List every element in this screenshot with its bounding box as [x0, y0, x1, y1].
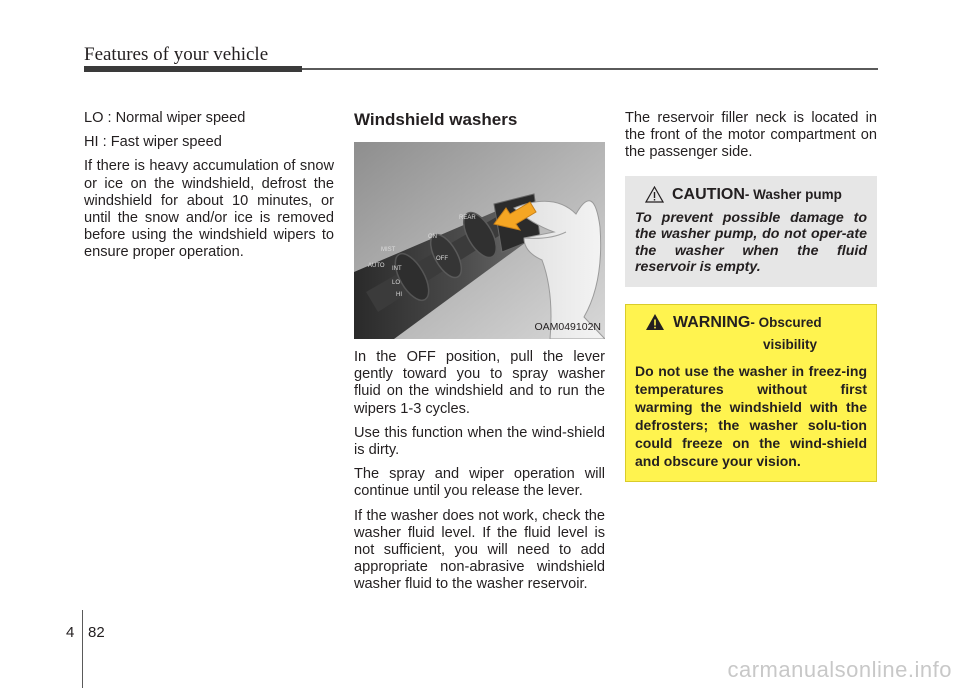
wiper-lever-illustration: [354, 142, 605, 339]
section-title-windshield-washers: Windshield washers: [354, 110, 518, 129]
page-number: 82: [88, 624, 105, 641]
caution-box: [625, 176, 877, 288]
column-middle: [354, 110, 605, 601]
caution-subtitle: - Washer pump: [744, 186, 842, 202]
header-rule-thick: [84, 66, 302, 72]
warning-triangle-icon: [645, 313, 665, 331]
label-mist: MIST: [381, 247, 396, 253]
label-auto: AUTO: [368, 263, 385, 269]
label-off: OFF: [436, 256, 448, 262]
wiper-hi-line: HI : Fast wiper speed: [84, 134, 222, 151]
warning-label: WARNING: [673, 313, 751, 331]
page-header-title: Features of your vehicle: [84, 44, 269, 65]
wiper-lever-figure: [354, 142, 605, 339]
page-section-number: 4: [66, 624, 75, 641]
label-on: ON: [428, 234, 437, 240]
warning-box: [625, 304, 877, 481]
caution-text: To prevent possible damage to the washer pump, do not oper-ate the washer when the fluid reservoir is empty.: [635, 209, 867, 276]
warning-subtitle-line2: visibility: [763, 337, 818, 353]
washer-paragraph-1: In the OFF position, pull the lever gently toward you to spray washer fluid on the windshield and to run the wipers 1-3 cycles.: [354, 349, 605, 417]
warning-header: [635, 313, 867, 331]
washer-paragraph-2: Use this function when the wind-shield is dirty.: [354, 424, 605, 459]
label-lo: LO: [392, 280, 401, 286]
washer-paragraph-4: If the washer does not work, check the washer fluid level. If the fluid level is not sufficient, you will need to add appropriate non-abrasive windshield washer fluid to the washer reservoir.: [354, 507, 605, 593]
caution-triangle-icon: [645, 186, 664, 203]
label-rear: REAR: [459, 215, 476, 221]
reservoir-paragraph: The reservoir filler neck is located in the front of the motor compartment on the passenger side.: [625, 110, 877, 161]
label-int: INT: [392, 266, 402, 272]
wiper-lo-line: LO : Normal wiper speed: [84, 110, 246, 126]
caution-label: CAUTION: [672, 185, 745, 203]
caution-header: [635, 186, 867, 203]
snow-ice-paragraph: If there is heavy accumulation of snow or ice on the windshield, defrost the windshield for about 10 minutes, or until the snow and/or ice is removed before using the windshield wipers to ensure proper operation.: [84, 158, 334, 261]
column-right: [625, 110, 877, 482]
warning-text: Do not use the washer in freez-ing temperatures without first warming the windshield with the defrosters; the washer solu-tion could freeze on the wind-shield and obscure your vision.: [635, 362, 867, 469]
header-rule-thin: [302, 68, 878, 70]
watermark-text: carmanualsonline.info: [727, 657, 952, 682]
warning-subtitle: - Obscured: [750, 314, 822, 330]
label-hi: HI: [396, 292, 402, 298]
footer-divider: [82, 610, 83, 688]
figure-code: OAM049102N: [534, 320, 601, 333]
washer-paragraph-3: The spray and wiper operation will continue until you release the lever.: [354, 466, 605, 500]
column-left: [84, 110, 334, 269]
